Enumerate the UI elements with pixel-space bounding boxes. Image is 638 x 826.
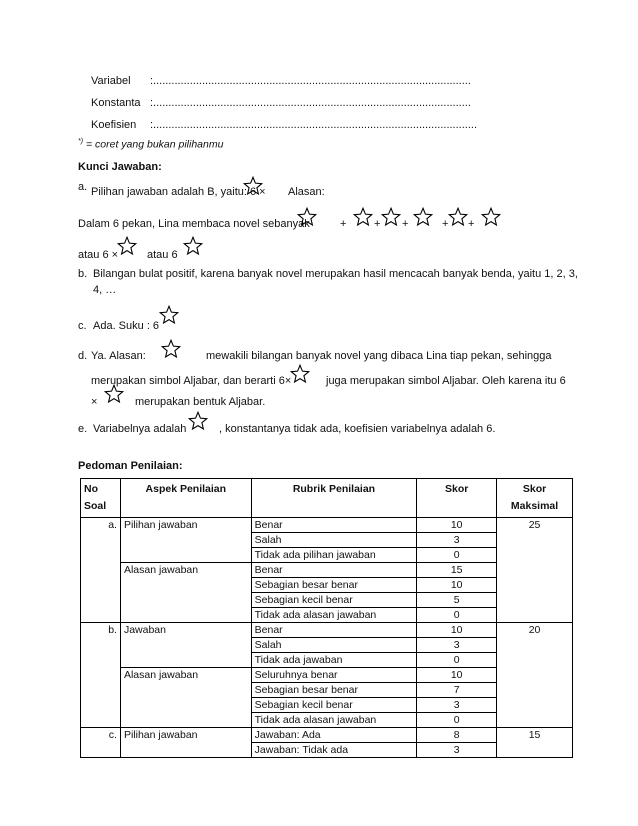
def-fill-variabel: :........................................................................................................ <box>150 75 471 87</box>
star-icon <box>353 207 373 227</box>
table-row <box>81 518 573 533</box>
answer-e-label: e. <box>78 423 88 435</box>
answer-e-text-b: , konstantanya tidak ada, koefisien variabelnya adalah 6. <box>219 423 496 435</box>
def-term-koefisien: Koefisien <box>91 119 137 131</box>
cell-skor: 0 <box>417 548 497 563</box>
cell-no <box>81 548 121 563</box>
cell-aspek <box>120 683 251 698</box>
cell-skor: 0 <box>417 653 497 668</box>
star-icon <box>413 207 433 227</box>
cell-skor: 10 <box>417 518 497 533</box>
cell-aspek <box>120 653 251 668</box>
def-fill-konstanta: :........................................................................................................ <box>150 97 471 109</box>
cell-maks <box>497 698 573 713</box>
cell-rubrik: Benar <box>251 518 417 533</box>
answer-d-line3-b: merupakan bentuk Aljabar. <box>135 396 266 408</box>
table-row <box>81 533 573 548</box>
table-row <box>81 713 573 728</box>
table-row <box>81 593 573 608</box>
answer-a-text: Pilihan jawaban adalah B, yaitu: 6 × <box>91 186 266 198</box>
cell-aspek: Jawaban <box>120 623 251 638</box>
table-row <box>81 608 573 623</box>
answer-d-line1-b: mewakili bilangan banyak novel yang dibaca Lina tiap pekan, sehingga <box>206 350 552 362</box>
cell-skor: 3 <box>417 638 497 653</box>
cell-no <box>81 593 121 608</box>
cell-no: c. <box>81 728 121 743</box>
cell-skor: 3 <box>417 743 497 758</box>
answer-d-label: d. <box>78 350 88 362</box>
answer-d-line2-b: juga merupakan simbol Aljabar. Oleh karena itu 6 <box>326 375 566 387</box>
cell-no: b. <box>81 623 121 638</box>
plus-sign: + <box>402 218 409 230</box>
table-row <box>81 668 573 683</box>
cell-rubrik: Salah <box>251 638 417 653</box>
answer-e-text-a: Variabelnya adalah <box>93 423 187 435</box>
footnote-text: = coret yang bukan pilihanmu <box>85 138 224 151</box>
answer-b-line2: 4, … <box>93 284 117 296</box>
cell-aspek <box>120 548 251 563</box>
table-row <box>81 563 573 578</box>
cell-skor: 0 <box>417 608 497 623</box>
cell-rubrik: Seluruhnya benar <box>251 668 417 683</box>
cell-aspek <box>120 608 251 623</box>
table-row <box>81 698 573 713</box>
cell-maks <box>497 683 573 698</box>
table-row <box>81 743 573 758</box>
cell-no <box>81 743 121 758</box>
col-header-rubrik: Rubrik Penilaian <box>251 479 417 518</box>
cell-no <box>81 638 121 653</box>
cell-maks: 15 <box>497 728 573 743</box>
star-icon <box>290 364 310 384</box>
answer-a-line2: Dalam 6 pekan, Lina membaca novel sebanyak <box>78 218 310 230</box>
col-header-skor: Skor <box>417 479 497 518</box>
cell-no <box>81 533 121 548</box>
col-header-maks: Skor Maksimal <box>497 479 573 518</box>
cell-rubrik: Tidak ada jawaban <box>251 653 417 668</box>
cell-maks: 25 <box>497 518 573 533</box>
cell-maks <box>497 638 573 653</box>
cell-skor: 15 <box>417 563 497 578</box>
cell-rubrik: Tidak ada alasan jawaban <box>251 608 417 623</box>
answer-d-line2-a: merupakan simbol Aljabar, dan berarti 6× <box>91 375 292 387</box>
cell-no <box>81 668 121 683</box>
star-icon <box>159 305 179 325</box>
cell-aspek <box>120 713 251 728</box>
table-row <box>81 578 573 593</box>
cell-aspek <box>120 638 251 653</box>
cell-maks <box>497 743 573 758</box>
cell-skor: 0 <box>417 713 497 728</box>
answer-a-line3-prefix: atau 6 × <box>78 249 119 261</box>
cell-rubrik: Jawaban: Tidak ada <box>251 743 417 758</box>
answer-key-heading: Kunci Jawaban: <box>78 161 162 173</box>
cell-skor: 3 <box>417 533 497 548</box>
cell-maks <box>497 533 573 548</box>
cell-skor: 10 <box>417 623 497 638</box>
cell-rubrik: Salah <box>251 533 417 548</box>
answer-b-line1: Bilangan bulat positif, karena banyak novel merupakan hasil mencacah banyak benda, yaitu 1, 2, 3, <box>93 268 578 280</box>
table-row <box>81 728 573 743</box>
cell-maks <box>497 653 573 668</box>
cell-no <box>81 578 121 593</box>
answer-c-text: Ada. Suku : 6 <box>93 320 160 332</box>
cell-rubrik: Benar <box>251 563 417 578</box>
star-icon <box>243 176 263 196</box>
table-row <box>81 623 573 638</box>
cell-aspek <box>120 578 251 593</box>
star-icon <box>161 339 181 359</box>
cell-maks <box>497 578 573 593</box>
cell-rubrik: Tidak ada alasan jawaban <box>251 713 417 728</box>
cell-aspek: Alasan jawaban <box>120 668 251 683</box>
cell-rubrik: Sebagian kecil benar <box>251 698 417 713</box>
cell-aspek <box>120 533 251 548</box>
cell-aspek <box>120 593 251 608</box>
answer-d-line1-a: Ya. Alasan: <box>91 350 146 362</box>
cell-rubrik: Sebagian besar benar <box>251 683 417 698</box>
plus-sign: + <box>468 218 475 230</box>
cell-no <box>81 608 121 623</box>
cell-aspek <box>120 743 251 758</box>
cell-aspek <box>120 698 251 713</box>
cell-no: a. <box>81 518 121 533</box>
cell-maks <box>497 548 573 563</box>
table-row <box>81 683 573 698</box>
star-icon <box>481 207 501 227</box>
cell-rubrik: Sebagian kecil benar <box>251 593 417 608</box>
col-header-aspek: Aspek Penilaian <box>120 479 251 518</box>
cell-no <box>81 563 121 578</box>
cell-aspek: Alasan jawaban <box>120 563 251 578</box>
cell-skor: 8 <box>417 728 497 743</box>
cell-skor: 10 <box>417 668 497 683</box>
star-icon <box>381 207 401 227</box>
col-header-no: No Soal <box>81 479 121 518</box>
cell-no <box>81 683 121 698</box>
cell-maks <box>497 608 573 623</box>
star-icon <box>448 207 468 227</box>
answer-b-label: b. <box>78 268 88 280</box>
plus-sign: + <box>374 218 381 230</box>
answer-a-reason: Alasan: <box>288 186 325 198</box>
cell-maks <box>497 668 573 683</box>
cell-aspek: Pilihan jawaban <box>120 518 251 533</box>
cell-aspek: Pilihan jawaban <box>120 728 251 743</box>
cell-no <box>81 653 121 668</box>
cell-maks: 20 <box>497 623 573 638</box>
rubric-body <box>81 518 573 758</box>
star-icon <box>183 236 203 256</box>
cell-no <box>81 698 121 713</box>
cell-no <box>81 713 121 728</box>
rubric-table <box>80 478 573 758</box>
star-icon <box>188 411 208 431</box>
footnote-mark: *) <box>78 138 84 145</box>
cell-rubrik: Jawaban: Ada <box>251 728 417 743</box>
cell-skor: 5 <box>417 593 497 608</box>
answer-a-line3-mid: atau 6 <box>147 249 178 261</box>
star-icon <box>104 384 124 404</box>
star-icon <box>117 236 137 256</box>
def-fill-koefisien: :.......................................................................................................... <box>150 119 478 131</box>
answer-c-label: c. <box>78 320 87 332</box>
cell-rubrik: Benar <box>251 623 417 638</box>
table-row <box>81 653 573 668</box>
star-icon <box>297 207 317 227</box>
def-term-variabel: Variabel <box>91 75 131 87</box>
def-term-konstanta: Konstanta <box>91 97 141 109</box>
plus-sign: + <box>442 218 449 230</box>
table-row <box>81 638 573 653</box>
cell-skor: 7 <box>417 683 497 698</box>
rubric-header-row <box>81 479 573 518</box>
answer-d-line3-a: × <box>91 396 98 408</box>
cell-skor: 3 <box>417 698 497 713</box>
cell-maks <box>497 593 573 608</box>
cell-maks <box>497 563 573 578</box>
table-row <box>81 548 573 563</box>
cell-rubrik: Sebagian besar benar <box>251 578 417 593</box>
plus-sign: + <box>340 218 347 230</box>
answer-a-label: a. <box>78 181 88 193</box>
cell-rubrik: Tidak ada pilihan jawaban <box>251 548 417 563</box>
rubric-heading: Pedoman Penilaian: <box>78 460 183 472</box>
cell-maks <box>497 713 573 728</box>
cell-skor: 10 <box>417 578 497 593</box>
footnote <box>78 138 223 151</box>
